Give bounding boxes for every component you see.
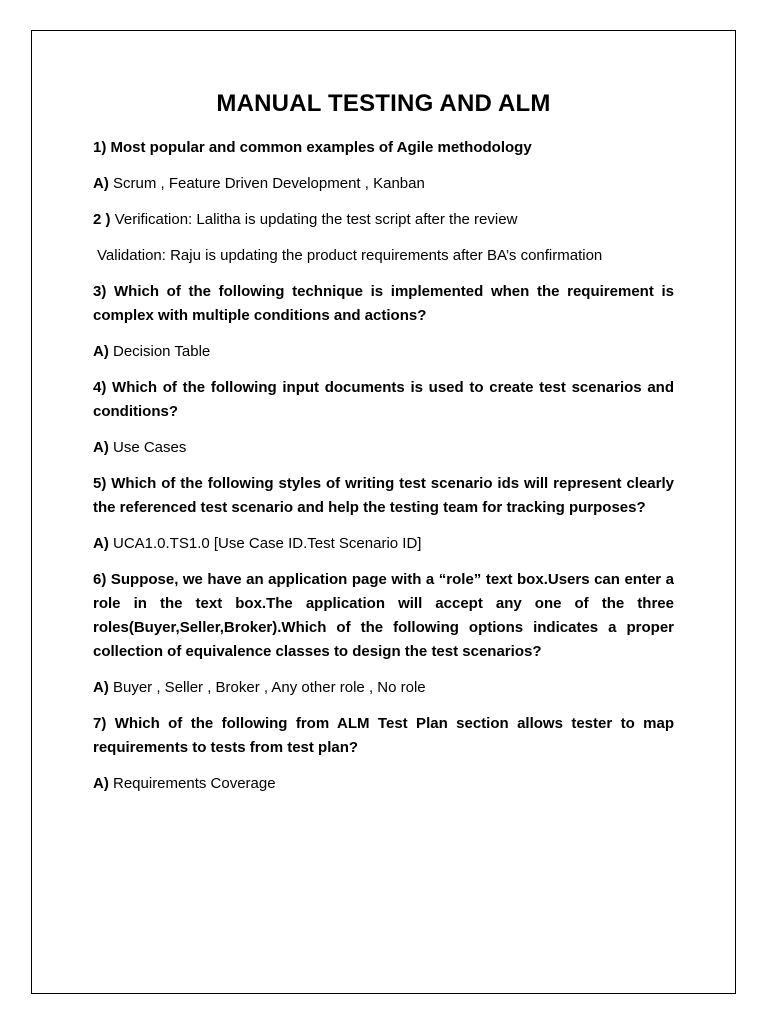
question-3: 3) Which of the following technique is implemented when the requirement is complex with multiple conditions and actions? [93, 283, 674, 324]
question-4: 4) Which of the following input documents is used to create test scenarios and conditions? [93, 379, 674, 420]
answer-prefix: A) [93, 439, 109, 456]
question-6: 6) Suppose, we have an application page with a “role” text box.Users can enter a role in the text box.The application will accept any one of the three roles(Buyer,Seller,Broker).Which of the following options indicates a proper collection of equivalence classes to design the test scenarios? [93, 571, 674, 660]
answer-prefix: A) [93, 343, 109, 360]
answer-2-validation: Validation: Raju is updating the product requirements after BA’s confirmation [97, 247, 603, 264]
answer-text: Requirements Coverage [108, 775, 276, 792]
answer-text: Decision Table [108, 343, 211, 360]
answer-prefix: A) [93, 679, 109, 696]
answer-4 [93, 436, 674, 460]
question-5: 5) Which of the following styles of writing test scenario ids will represent clearly the referenced test scenario and help the testing team for tracking purposes? [93, 475, 674, 516]
answer-2-verification [93, 208, 674, 232]
answer-text: Verification: Lalitha is updating the test script after the review [110, 211, 518, 228]
answer-text: UCA1.0.TS1.0 [Use Case ID.Test Scenario ID] [108, 535, 422, 552]
answer-text: Scrum , Feature Driven Development , Kanban [108, 175, 425, 192]
answer-5 [93, 532, 674, 556]
document-body [93, 90, 674, 808]
answer-prefix: 2 ) [93, 211, 111, 228]
answer-6 [93, 676, 674, 700]
question-1: 1) Most popular and common examples of Agile methodology [93, 139, 532, 156]
answer-text: Use Cases [108, 439, 187, 456]
answer-prefix: A) [93, 175, 109, 192]
answer-3 [93, 340, 674, 364]
answer-prefix: A) [93, 535, 109, 552]
answer-text: Buyer , Seller , Broker , Any other role , No role [108, 679, 426, 696]
answer-1 [93, 172, 674, 196]
answer-7 [93, 772, 674, 796]
answer-prefix: A) [93, 775, 109, 792]
page-title: MANUAL TESTING AND ALM [216, 90, 551, 117]
question-7: 7) Which of the following from ALM Test Plan section allows tester to map requirements to tests from test plan? [93, 715, 674, 756]
